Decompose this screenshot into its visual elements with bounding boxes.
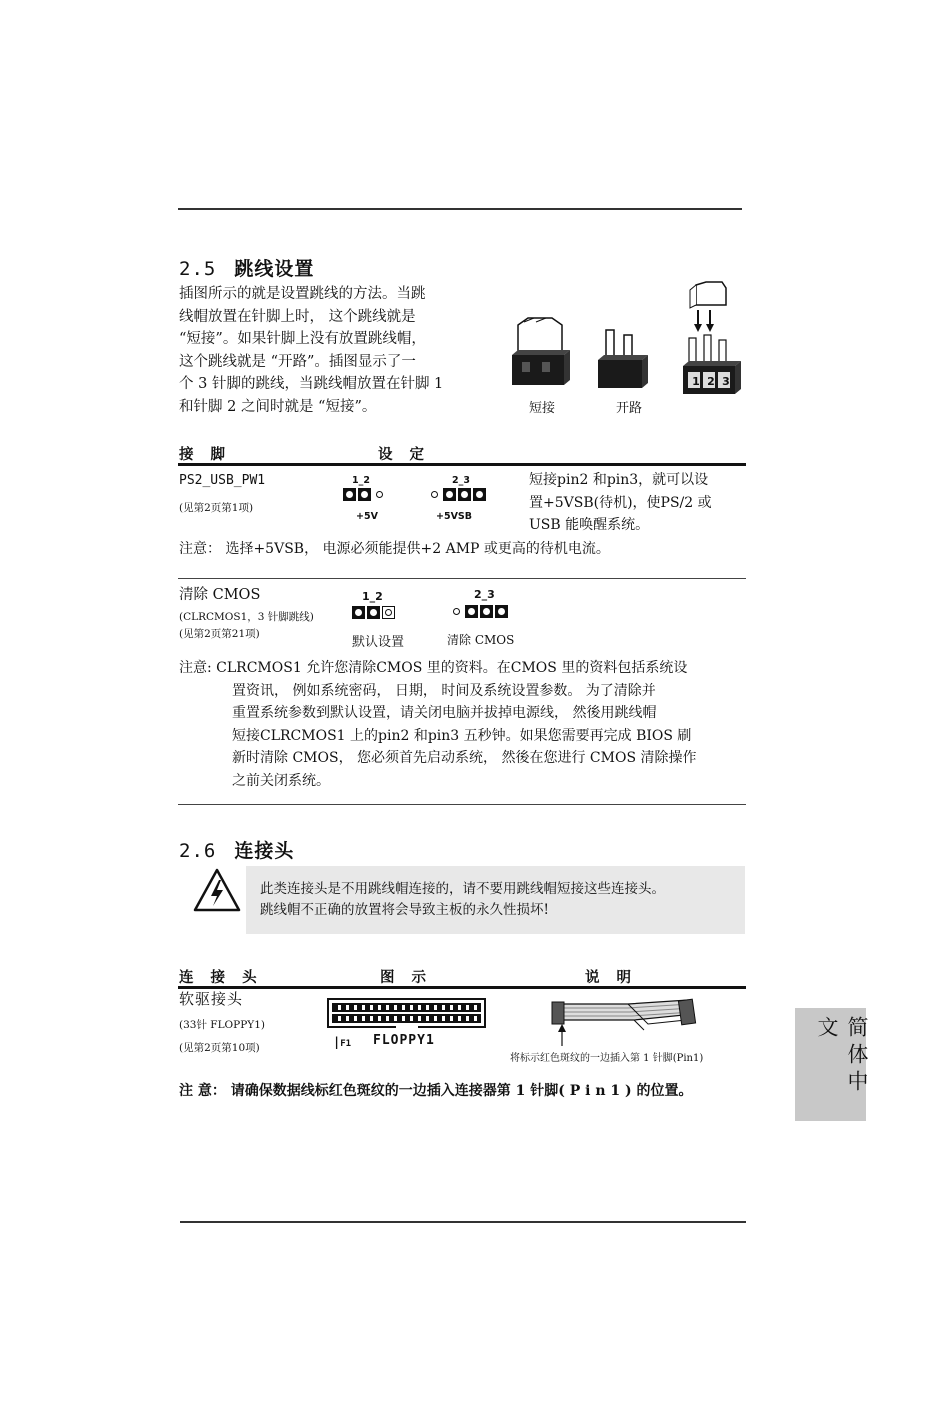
pin-shorted: [367, 606, 380, 619]
intro-line: 和针脚 2 之间时就是 “短接”。: [179, 398, 377, 415]
floppy-connector-figure: [326, 997, 488, 1031]
intro-line: “短接”。如果针脚上没有放置跳线帽，: [179, 331, 426, 347]
pin-number-2: 2: [707, 375, 715, 388]
pin-shorted: [465, 605, 478, 618]
cmos-option1-pins: [352, 606, 395, 619]
floppy-label: FLOPPY1: [373, 1033, 435, 1048]
table-header-rule: [178, 463, 746, 466]
warning-icon: [192, 866, 242, 916]
fig-caption-open: 开路: [616, 401, 643, 416]
section-number: 2.5: [179, 258, 217, 280]
cmos-note-line: 注意: CLRCMOS1 允许您清除CMOS 里的资料。在CMOS 里的资料包括系统设: [179, 660, 688, 676]
intro-line: 个 3 针脚的跳线，当跳线帽放置在针脚 1: [179, 376, 444, 392]
ps2-note: 注意： 选择+5VSB， 电源必须能提供+2 AMP 或更高的待机电流。: [179, 541, 610, 557]
footer-rule: [180, 1221, 746, 1223]
ps2-option2-label: 2_3: [452, 475, 470, 486]
warning-line: 此类连接头是不用跳线帽连接的，请不要用跳线帽短接这些连接头。: [260, 881, 665, 897]
pin-open: [450, 605, 463, 618]
cmos-note-line: 短接CLRCMOS1 上的pin2 和pin3 五秒钟。如果您需要再完成 BIOS 刷: [232, 727, 692, 744]
pin-shorted: [495, 605, 508, 618]
table-header-pin: 接 脚: [179, 446, 232, 463]
pin-shorted: [352, 606, 365, 619]
floppy-cable-figure: [548, 998, 700, 1050]
ps2-option2-pins: [428, 488, 486, 501]
ps2-description: [529, 469, 751, 537]
intro-line: 插图所示的就是设置跳线的方法。当跳: [179, 286, 426, 302]
pin-number-3: 3: [722, 375, 730, 388]
row-divider: [178, 578, 746, 579]
fig-caption-short: 短接: [529, 401, 556, 416]
table-header-connector: 连 接 头: [179, 969, 263, 986]
section-number: 2.6: [179, 840, 217, 862]
ps2-option1-pins: [343, 488, 386, 501]
cmos-note-line: 重置系统参数到默认设置，请关闭电脑并拔掉电源线， 然後用跳线帽: [232, 705, 657, 721]
ps2-desc-line: USB 能唤醒系统。: [529, 517, 650, 533]
pin-shorted: [443, 488, 456, 501]
cmos-note-line: 新时清除 CMOS， 您必须首先启动系统， 然後在您进行 CMOS 清除操作: [232, 750, 697, 766]
connector-header-rule: [178, 986, 746, 989]
warning-line: 跳线帽不正确的放置将会导致主板的永久性损坏!: [260, 902, 549, 918]
section-end-divider: [178, 804, 746, 805]
cmos-option2-pins: [450, 605, 508, 618]
ps2-option2-caption: +5VSB: [436, 511, 473, 522]
pin-number-1: 1: [692, 375, 700, 388]
ps2-option1-label: 1_2: [352, 475, 370, 486]
cmos-option1-caption: 默认设置: [352, 635, 405, 650]
intro-line: 这个跳线就是 “开路”。插图显示了一: [179, 353, 416, 370]
header-rule: [178, 208, 742, 210]
table-header-setting: 设 定: [378, 446, 431, 463]
pin-shorted: [358, 488, 371, 501]
pin-shorted: [458, 488, 471, 501]
clear-cmos-name: 清除 CMOS: [179, 587, 261, 603]
section-title: 跳线设置: [234, 258, 315, 280]
shorted-jumper-figure: [512, 318, 570, 385]
floppy-ref: (见第2页第10项): [179, 1042, 260, 1054]
section-2-6-heading: [179, 836, 294, 863]
floppy-sub: (33针 FLOPPY1): [179, 1019, 265, 1031]
floppy-note: 注 意： 请确保数据线标红色斑纹的一边插入连接器第 1 针脚( P i n 1 ) 的位置。: [179, 1083, 693, 1099]
pin-shorted: [343, 488, 356, 501]
ps2-desc-line: 短接pin2 和pin3，就可以设: [529, 472, 709, 488]
intro-paragraph: [179, 283, 479, 418]
language-side-tab-label: 简体中文: [815, 1016, 869, 1097]
cmos-option1-label: 1_2: [362, 590, 383, 603]
clear-cmos-sub: (CLRCMOS1，3 针脚跳线): [179, 611, 314, 623]
pin-shorted: [473, 488, 486, 501]
ps2-usb-pw1-ref: (见第2页第1项): [179, 502, 254, 514]
cmos-note: [179, 657, 754, 792]
cmos-note-line: 置资讯， 例如系统密码， 日期， 时间及系统设置参数。 为了清除并: [232, 682, 656, 699]
floppy-name: 软驱接头: [179, 990, 244, 1008]
table-header-description: 说 明: [585, 969, 638, 986]
cmos-option2-label: 2_3: [474, 588, 495, 601]
pin-open: [373, 488, 386, 501]
cmos-option2-caption: 清除 CMOS: [447, 633, 515, 647]
ps2-usb-pw1-name: PS2_USB_PW1: [179, 473, 266, 488]
open-jumper-figure: [598, 330, 648, 388]
intro-line: 线帽放置在针脚上时， 这个跳线就是: [179, 308, 416, 325]
pin-shorted: [480, 605, 493, 618]
ps2-desc-line: 置+5VSB(待机)，使PS/2 或: [529, 494, 712, 511]
floppy-cable-caption: 将标示红色斑纹的一边插入第 1 针脚(Pin1): [510, 1053, 704, 1064]
cmos-note-line: 之前关闭系统。: [232, 772, 330, 789]
pin-open: [428, 488, 441, 501]
ps2-option1-caption: +5V: [356, 511, 378, 522]
floppy-pin1-marker: |F1: [333, 1035, 352, 1049]
table-header-figure: 图 示: [380, 969, 433, 986]
clear-cmos-ref: (见第2页第21项): [179, 628, 260, 640]
section-title: 连接头: [234, 840, 295, 862]
pin-open: [382, 606, 395, 619]
section-2-5-heading: [179, 254, 314, 281]
warning-text: [260, 879, 665, 921]
